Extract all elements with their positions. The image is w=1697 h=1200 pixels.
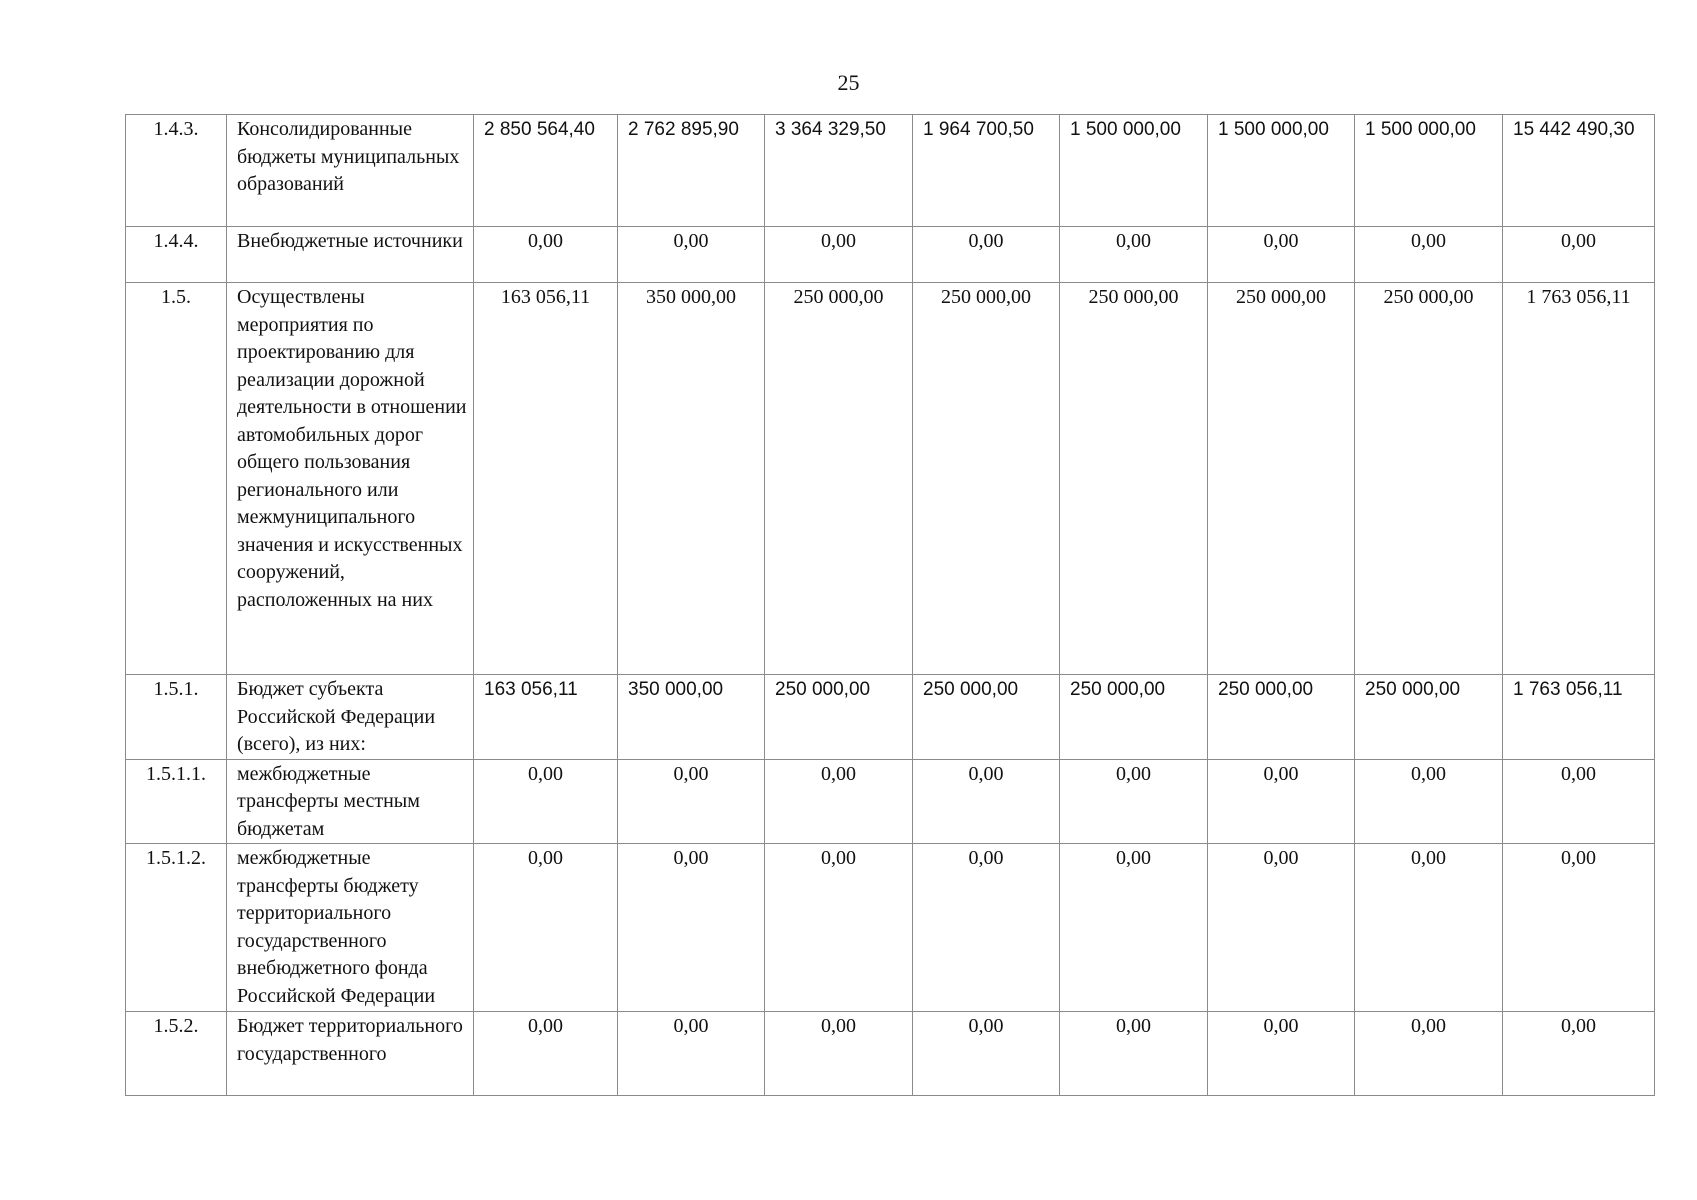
value-cell: 0,00	[1060, 1012, 1208, 1096]
value-cell: 1 500 000,00	[1060, 115, 1208, 227]
page-number: 25	[837, 70, 860, 95]
value-cell: 250 000,00	[913, 675, 1060, 760]
value-cell: 0,00	[1503, 759, 1655, 844]
value-cell: 250 000,00	[765, 675, 913, 760]
value-cell: 163 056,11	[474, 283, 618, 675]
value-cell: 1 500 000,00	[1208, 115, 1355, 227]
value-cell: 250 000,00	[765, 283, 913, 675]
value-cell: 250 000,00	[1060, 675, 1208, 760]
table-row	[126, 675, 1655, 760]
value-cell: 350 000,00	[618, 283, 765, 675]
table-row	[126, 115, 1655, 227]
value-cell: 0,00	[474, 844, 618, 1012]
table-row	[126, 227, 1655, 283]
value-cell: 0,00	[474, 759, 618, 844]
value-cell: 250 000,00	[913, 283, 1060, 675]
value-cell: 15 442 490,30	[1503, 115, 1655, 227]
table-row	[126, 844, 1655, 1012]
value-cell: 0,00	[1208, 227, 1355, 283]
value-cell: 0,00	[474, 1012, 618, 1096]
row-description: Бюджет субъекта Российской Федерации (всего), из них:	[227, 675, 474, 760]
value-cell: 0,00	[765, 759, 913, 844]
row-number: 1.5.2.	[126, 1012, 227, 1096]
value-cell: 1 763 056,11	[1503, 675, 1655, 760]
value-cell: 0,00	[1355, 1012, 1503, 1096]
value-cell: 0,00	[1355, 227, 1503, 283]
value-cell: 0,00	[913, 227, 1060, 283]
row-description: Внебюджетные источники	[227, 227, 474, 283]
row-description: Осуществлены мероприятия по проектированию для реализации дорожной деятельности в отношении автомобильных дорог общего пользования регионального или межмуниципального значения и искусственных сооружений, расположенных на них	[227, 283, 474, 675]
value-cell: 0,00	[1208, 844, 1355, 1012]
value-cell: 250 000,00	[1355, 283, 1503, 675]
value-cell: 0,00	[913, 844, 1060, 1012]
row-number: 1.4.3.	[126, 115, 227, 227]
value-cell: 350 000,00	[618, 675, 765, 760]
value-cell: 163 056,11	[474, 675, 618, 760]
row-description: межбюджетные трансферты местным бюджетам	[227, 759, 474, 844]
value-cell: 0,00	[1503, 1012, 1655, 1096]
value-cell: 0,00	[618, 227, 765, 283]
value-cell: 0,00	[1060, 844, 1208, 1012]
value-cell: 0,00	[1060, 227, 1208, 283]
value-cell: 0,00	[1355, 844, 1503, 1012]
value-cell: 250 000,00	[1208, 283, 1355, 675]
value-cell: 0,00	[1060, 759, 1208, 844]
value-cell: 2 762 895,90	[618, 115, 765, 227]
row-description: Консолидированные бюджеты муниципальных образований	[227, 115, 474, 227]
value-cell: 1 964 700,50	[913, 115, 1060, 227]
row-description: Бюджет территориального государственного	[227, 1012, 474, 1096]
value-cell: 2 850 564,40	[474, 115, 618, 227]
value-cell: 1 500 000,00	[1355, 115, 1503, 227]
value-cell: 0,00	[1503, 844, 1655, 1012]
value-cell: 0,00	[1503, 227, 1655, 283]
value-cell: 0,00	[1355, 759, 1503, 844]
table-row	[126, 1012, 1655, 1096]
budget-table	[125, 114, 1655, 1096]
value-cell: 250 000,00	[1355, 675, 1503, 760]
value-cell: 0,00	[913, 1012, 1060, 1096]
row-number: 1.5.	[126, 283, 227, 675]
value-cell: 1 763 056,11	[1503, 283, 1655, 675]
row-number: 1.5.1.	[126, 675, 227, 760]
value-cell: 0,00	[765, 1012, 913, 1096]
value-cell: 0,00	[618, 1012, 765, 1096]
value-cell: 0,00	[618, 759, 765, 844]
row-number: 1.5.1.1.	[126, 759, 227, 844]
value-cell: 0,00	[618, 844, 765, 1012]
value-cell: 0,00	[765, 227, 913, 283]
value-cell: 250 000,00	[1208, 675, 1355, 760]
value-cell: 0,00	[913, 759, 1060, 844]
value-cell: 0,00	[765, 844, 913, 1012]
row-number: 1.5.1.2.	[126, 844, 227, 1012]
row-number: 1.4.4.	[126, 227, 227, 283]
table-row	[126, 283, 1655, 675]
value-cell: 0,00	[1208, 759, 1355, 844]
value-cell: 0,00	[1208, 1012, 1355, 1096]
value-cell: 3 364 329,50	[765, 115, 913, 227]
table-row	[126, 759, 1655, 844]
row-description: межбюджетные трансферты бюджету территориального государственного внебюджетного фонда Российской Федерации	[227, 844, 474, 1012]
value-cell: 0,00	[474, 227, 618, 283]
value-cell: 250 000,00	[1060, 283, 1208, 675]
table-body	[126, 115, 1655, 1096]
